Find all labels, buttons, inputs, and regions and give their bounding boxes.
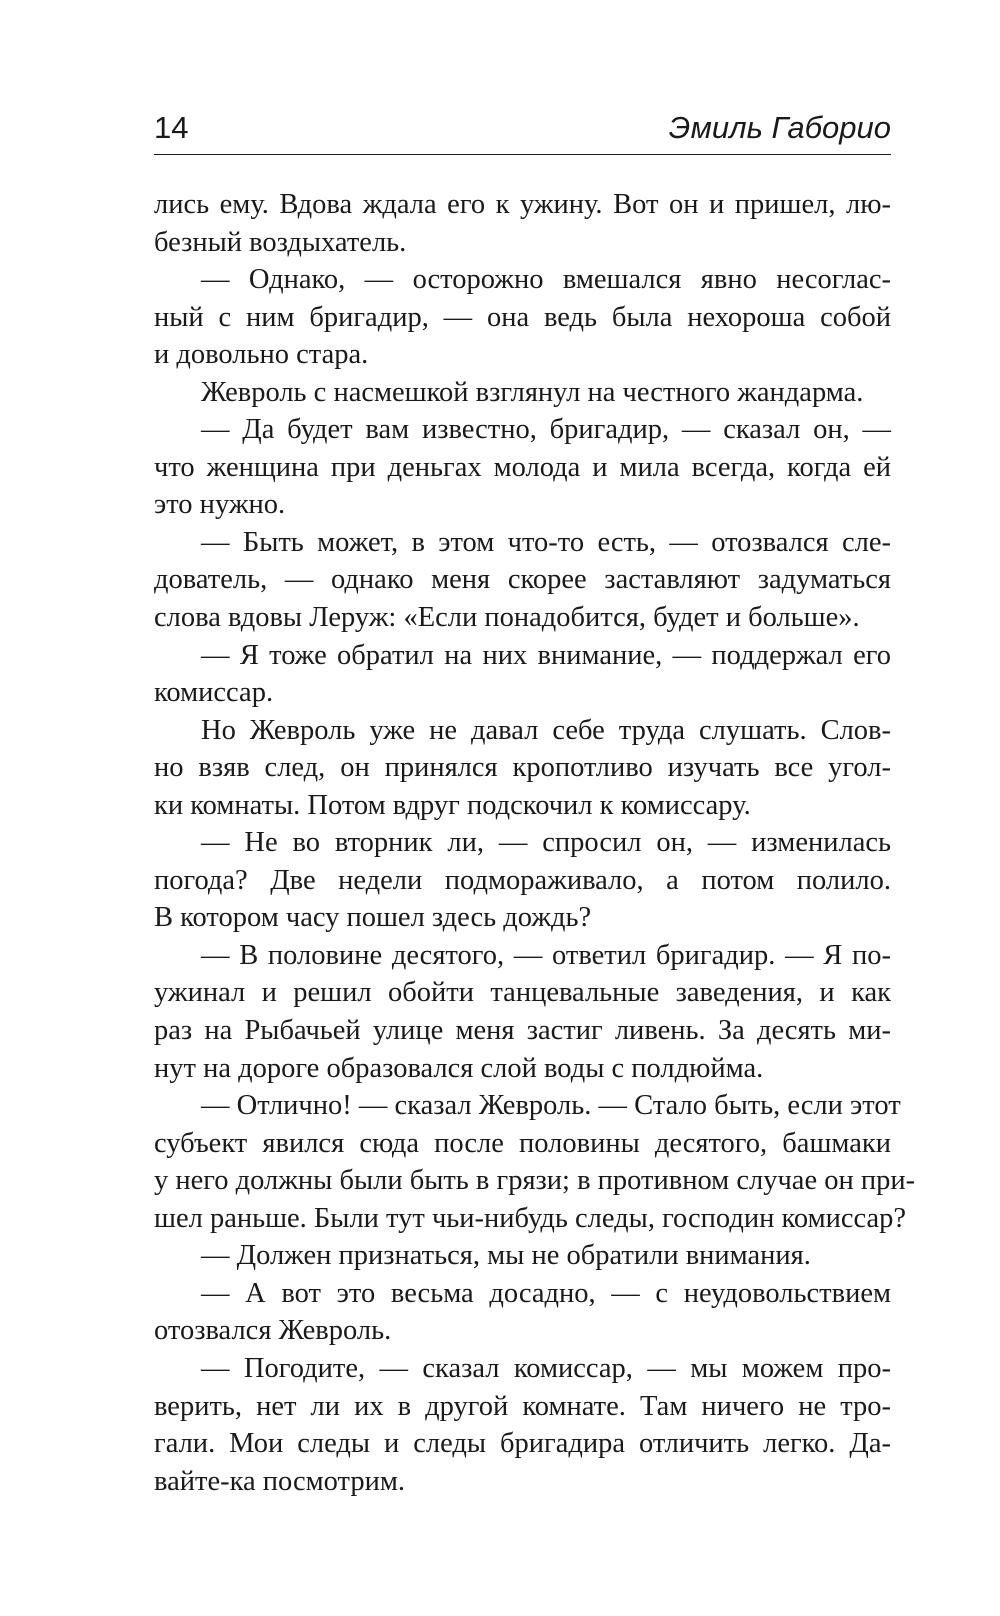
running-header <box>154 104 891 155</box>
paragraph <box>154 637 891 712</box>
text-line: слова вдовы Леруж: «Если понадобится, будет и больше». <box>154 602 860 634</box>
text-line: вайте-ка посмотрим. <box>154 1465 406 1497</box>
text-line: гали. Мои следы и следы бригадира отличить легко. Да- <box>154 1428 891 1460</box>
text-line: верить, нет ли их в другой комнате. Там ничего не тро- <box>154 1390 891 1422</box>
text-line: — Отлично! — сказал Жевроль. — Стало быть, если этот <box>201 1090 901 1122</box>
text-line: у него должны были быть в грязи; в противном случае он при- <box>154 1165 916 1197</box>
text-line: это нужно. <box>154 489 286 521</box>
text-line: безный воздыхатель. <box>154 226 407 258</box>
text-line: ки комнаты. Потом вдруг подскочил к комиссару. <box>154 789 751 821</box>
text-line: но взяв след, он принялся кропотливо изучать все угол- <box>154 752 891 784</box>
text-line: — Да будет вам известно, бригадир, — сказал он, — <box>201 414 891 446</box>
paragraph <box>154 1350 891 1500</box>
text-line: — Быть может, в этом что-то есть, — отозвался сле- <box>201 526 891 558</box>
text-line: лись ему. Вдова ждала его к ужину. Вот он и пришел, лю- <box>154 189 891 220</box>
text-line: субъект явился сюда после половины десятого, башмаки <box>154 1127 891 1159</box>
text-line: — Не во вторник ли, — спросил он, — изменилась <box>201 827 891 859</box>
body-text <box>154 186 916 1500</box>
text-line: и довольно стара. <box>154 339 369 371</box>
text-line: — Я тоже обратил на них внимание, — поддержал его <box>201 639 891 671</box>
paragraph <box>154 411 891 524</box>
paragraph <box>154 712 891 825</box>
text-line: — Должен признаться, мы не обратили внимания. <box>201 1240 811 1272</box>
text-line: — В половине десятого, — ответил бригадир. — Я по- <box>201 939 891 971</box>
paragraph <box>154 937 891 1087</box>
text-line: раз на Рыбачьей улице меня застиг ливень. За десять ми- <box>154 1015 891 1047</box>
paragraph <box>154 1087 916 1237</box>
running-title: Эмиль Габорио <box>668 110 891 145</box>
text-line: ужинал и решил обойти танцевальные заведения, и как <box>154 977 891 1009</box>
text-line: — А вот это весьма досадно, — с неудовольствием <box>201 1277 891 1309</box>
text-line: Жевроль с насмешкой взглянул на честного жандарма. <box>201 376 864 408</box>
page-number: 14 <box>154 110 189 145</box>
text-line: — Погодите, — сказал комиссар, — мы можем про- <box>201 1352 891 1384</box>
text-line: отозвался Жевроль. <box>154 1315 392 1347</box>
paragraph <box>154 524 891 637</box>
text-line: шел раньше. Были тут чьи-нибудь следы, господин комиссар? <box>154 1202 907 1234</box>
text-line: дователь, — однако меня скорее заставляют задуматься <box>154 564 891 596</box>
paragraph <box>154 261 891 374</box>
text-line: Но Жевроль уже не давал себе труда слушать. Слов- <box>201 714 891 746</box>
paragraph <box>154 374 891 412</box>
paragraph <box>154 1275 891 1350</box>
text-line: комиссар. <box>154 677 274 709</box>
paragraph <box>154 824 891 937</box>
text-line: — Однако, — осторожно вмешался явно несоглас- <box>201 264 891 296</box>
text-line: погода? Две недели подмораживало, а потом полило. <box>154 864 891 896</box>
text-line: ный с ним бригадир, — она ведь была нехороша собой <box>154 301 891 333</box>
text-line: нут на дороге образовался слой воды с полдюйма. <box>154 1052 764 1084</box>
paragraph <box>154 186 891 261</box>
text-line: В котором часу пошел здесь дождь? <box>154 902 592 934</box>
text-line: что женщина при деньгах молода и мила всегда, когда ей <box>154 451 891 483</box>
paragraph <box>154 1237 891 1275</box>
